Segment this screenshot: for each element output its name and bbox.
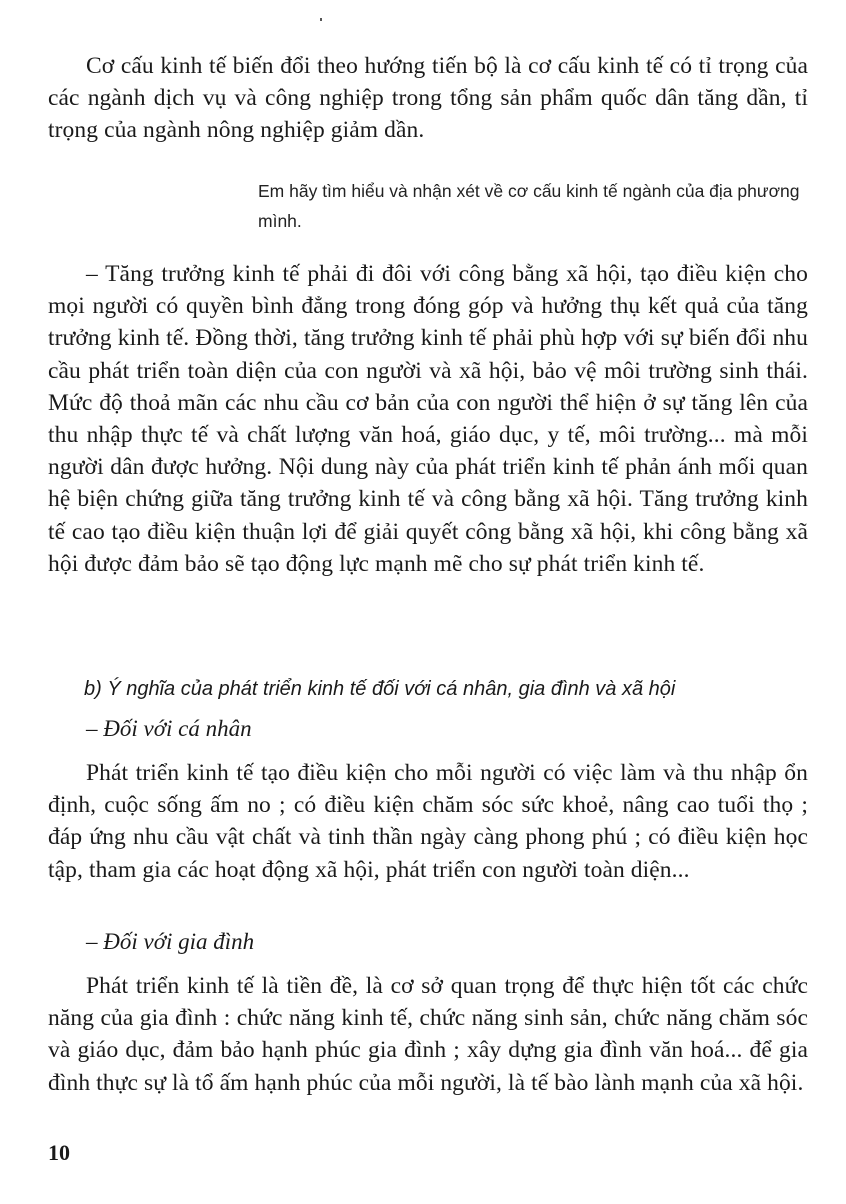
individual-subheading: – Đối với cá nhân <box>86 716 252 741</box>
scan-speck <box>320 18 322 21</box>
family-paragraph: Phát triển kinh tế là tiền đề, là cơ sở quan trọng để thực hiện tốt các chức năng của gia đình : chức năng kinh tế, chức năng sinh sản, chức năng chăm sóc và giáo dục, đảm bảo hạnh phúc gia đình ; xây dựng gia đình văn hoá... để gia đình thực sự là tổ ấm hạnh phúc của mỗi người, là tế bào lành mạnh của xã hội. <box>48 973 808 1096</box>
family-subheading: – Đối với gia đình <box>86 929 255 954</box>
growth-equity-paragraph: – Tăng trưởng kinh tế phải đi đôi với công bằng xã hội, tạo điều kiện cho mọi người có quyền bình đẳng trong đóng góp và hưởng thụ kết quả của tăng trưởng kinh tế. Đồng thời, tăng trưởng kinh tế phải phù hợp với sự biến đổi nhu cầu phát triển toàn diện của con người và xã hội, bảo vệ môi trường sinh thái. Mức độ thoả mãn các nhu cầu cơ bản của con người thể hiện ở sự tăng lên của thu nhập thực tế và chất lượng văn hoá, giáo dục, y tế, môi trường... mà mỗi người dân được hưởng. Nội dung này của phát triển kinh tế phản ánh mối quan hệ biện chứng giữa tăng trưởng kinh tế và công bằng xã hội. Tăng trưởng kinh tế cao tạo điều kiện thuận lợi để giải quyết công bằng xã hội, khi công bằng xã hội được đảm bảo sẽ tạo động lực mạnh mẽ cho sự phát triển kinh tế. <box>48 261 808 577</box>
section-heading: b) Ý nghĩa của phát triển kinh tế đối với cá nhân, gia đình và xã hội <box>84 678 676 700</box>
page-number: 10 <box>48 1140 70 1165</box>
individual-paragraph: Phát triển kinh tế tạo điều kiện cho mỗi người có việc làm và thu nhập ổn định, cuộc sống ấm no ; có điều kiện chăm sóc sức khoẻ, nâng cao tuổi thọ ; đáp ứng nhu cầu vật chất và tinh thần ngày càng phong phú ; có điều kiện học tập, tham gia các hoạt động xã hội, phát triển con người toàn diện... <box>48 760 808 883</box>
intro-paragraph: Cơ cấu kinh tế biến đổi theo hướng tiến bộ là cơ cấu kinh tế có tỉ trọng của các ngành dịch vụ và công nghiệp trong tổng sản phẩm quốc dân tăng dần, tỉ trọng của ngành nông nghiệp giảm dần. <box>48 53 808 144</box>
activity-prompt: Em hãy tìm hiểu và nhận xét về cơ cấu kinh tế ngành của địa phương mình. <box>258 181 800 231</box>
